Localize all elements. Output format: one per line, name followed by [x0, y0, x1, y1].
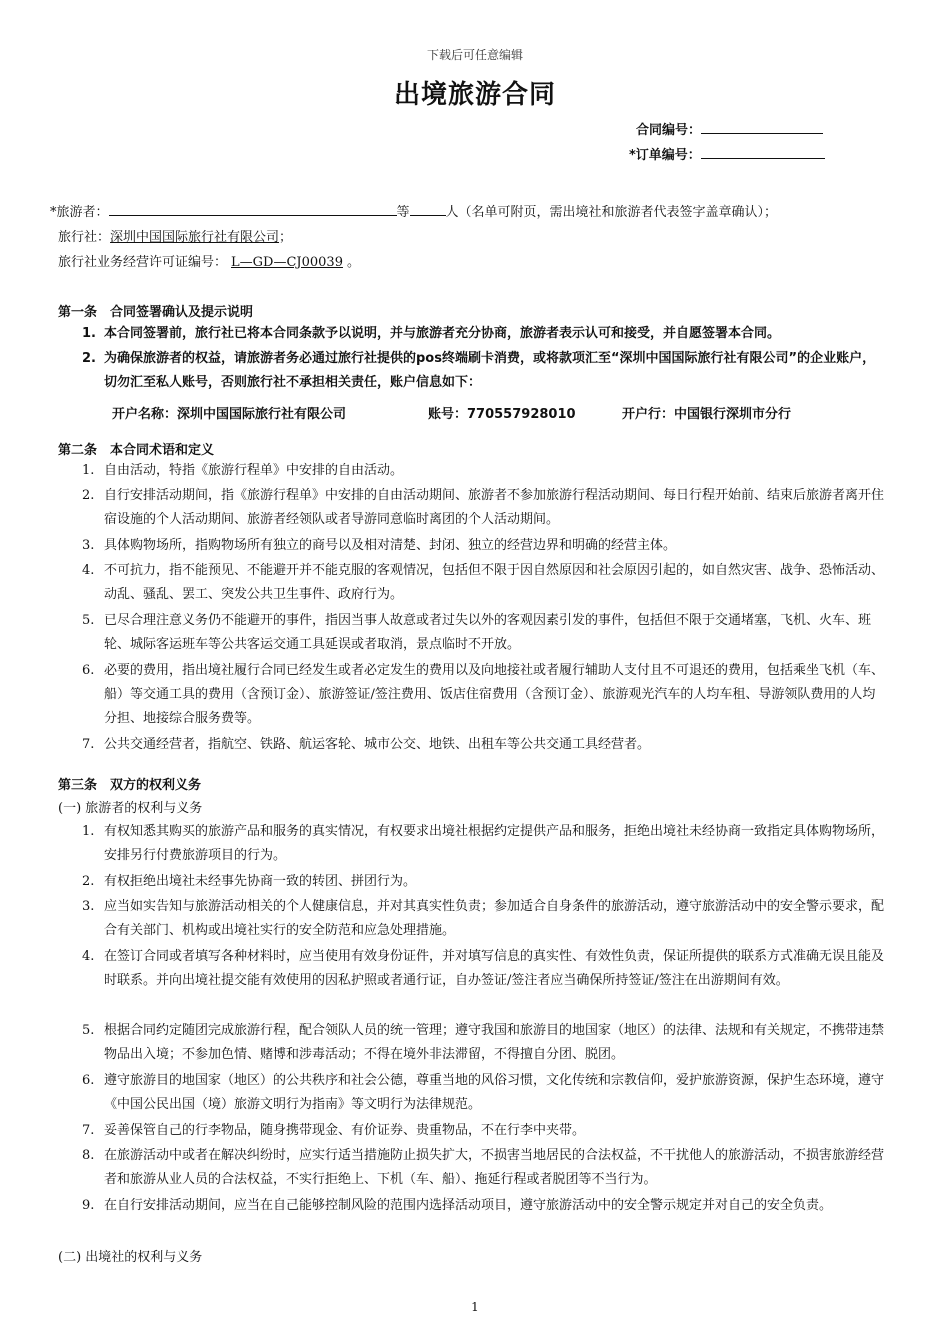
- item-number: 8.: [82, 1148, 95, 1163]
- item-number: 6.: [82, 1073, 95, 1088]
- item-number: 9.: [82, 1198, 95, 1213]
- item-number: 1.: [82, 824, 95, 839]
- contract-number-label: 合同编号：: [636, 123, 702, 138]
- item-number: 5.: [82, 613, 95, 628]
- item-text: 自由活动，特指《旅游行程单》中安排的自由活动。: [104, 463, 404, 478]
- tourist-count-field[interactable]: [410, 201, 446, 216]
- article3-heading: 第三条 双方的权利义务: [58, 778, 202, 793]
- order-number-field[interactable]: [701, 144, 825, 159]
- article3-subheading-2: (二) 出境社的权利与义务: [58, 1250, 203, 1265]
- contract-number-field[interactable]: [701, 119, 823, 134]
- item-text: 有权知悉其购买的旅游产品和服务的真实情况，有权要求出境社根据约定提供产品和服务，拒绝出境社未经协商一致指定具体购物场所，安排另行付费旅游项目的行为。: [104, 824, 885, 863]
- article1-heading: 第一条 合同签署确认及提示说明: [58, 305, 254, 320]
- item-text: 应当如实告知与旅游活动相关的个人健康信息，并对其真实性负责；参加适合自身条件的旅游活动，遵守旅游活动中的安全警示要求，配合有关部门、机构或出境社实行的安全防范和应急处理措施。: [104, 899, 885, 938]
- item-text: 有权拒绝出境社未经事先协商一致的转团、拼团行为。: [104, 874, 417, 889]
- item-number: 1.: [82, 326, 96, 341]
- item-number: 3.: [82, 538, 95, 553]
- item-text: 在签订合同或者填写各种材料时，应当使用有效身份证件，并对填写信息的真实性、有效性负责，保证所提供的联系方式准确无误且能及时联系。并向出境社提交能有效使用的因私护照或者通行证，自办签证/签注者应当确保所持签证/签注在出游期间有效。: [104, 949, 885, 988]
- item-number: 1.: [82, 463, 95, 478]
- tourist-mid: 等: [396, 205, 410, 220]
- item-text: 在旅游活动中或者在解决纠纷时，应实行适当措施防止损失扩大，不损害当地居民的合法权益，不干扰他人的旅游活动，不损害旅游经营者和旅游从业人员的合法权益，不实行拒绝上、下机（车、船）、拖延行程或者脱团等不当行为。: [104, 1148, 885, 1187]
- item-text: 遵守旅游目的地国家（地区）的公共秩序和社会公德，尊重当地的风俗习惯，文化传统和宗教信仰，爱护旅游资源，保护生态环境，遵守《中国公民出国（境）旅游文明行为指南》等文明行为法律规范。: [104, 1073, 885, 1112]
- agency-row: [58, 226, 292, 245]
- license-row: [58, 251, 360, 270]
- tourist-name-field[interactable]: [109, 201, 397, 216]
- item-text: 根据合同约定随团完成旅游行程，配合领队人员的统一管理；遵守我国和旅游目的地国家（地区）的法律、法规和有关规定，不携带违禁物品出入境；不参加色情、赌博和涉毒活动；不得在境外非法滞留，不得擅自分团、脱团。: [104, 1023, 885, 1062]
- item-number: 6.: [82, 663, 95, 678]
- item-number: 3.: [82, 899, 95, 914]
- item-text: 本合同签署前，旅行社已将本合同条款予以说明，并与旅游者充分协商，旅游者表示认可和接受，并自愿签署本合同。: [104, 326, 781, 341]
- license-number: L—GD—CJ00039: [231, 255, 343, 270]
- order-number-row: [629, 144, 825, 163]
- item-text: 公共交通经营者，指航空、铁路、航运客轮、城市公交、地铁、出租车等公共交通工具经营者。: [104, 737, 651, 752]
- item-number: 7.: [82, 737, 95, 752]
- item-text: 自行安排活动期间，指《旅游行程单》中安排的自由活动期间、旅游者不参加旅游行程活动期间、每日行程开始前、结束后旅游者离开住宿设施的个人活动期间、旅游者经领队或者导游同意临时离团的个人活动期间。: [104, 488, 885, 527]
- item-number: 4.: [82, 563, 95, 578]
- agency-name: 深圳中国国际旅行社有限公司: [110, 230, 280, 245]
- account-bank: 开户行：中国银行深圳市分行: [622, 407, 792, 422]
- header-note: 下载后可任意编辑: [426, 48, 523, 62]
- item-number: 2.: [82, 351, 96, 366]
- item-number: 7.: [82, 1123, 95, 1138]
- tourist-suffix: 人（名单可附页，需出境社和旅游者代表签字盖章确认）；: [445, 205, 778, 220]
- item-text: 妥善保管自己的行李物品，随身携带现金、有价证券、贵重物品，不在行李中夹带。: [104, 1123, 586, 1138]
- item-text: 不可抗力，指不能预见、不能避开并不能克服的客观情况，包括但不限于因自然原因和社会原因引起的，如自然灾害、战争、恐怖活动、动乱、骚乱、罢工、突发公共卫生事件、政府行为。: [104, 563, 885, 602]
- article3-subheading-1: (一) 旅游者的权利与义务: [58, 801, 203, 816]
- tourist-label: *旅游者：: [50, 205, 109, 220]
- article2-heading: 第二条 本合同术语和定义: [58, 443, 215, 458]
- order-number-label: *订单编号：: [629, 148, 701, 163]
- item-number: 2.: [82, 874, 95, 889]
- account-number: 账号：770557928010: [428, 407, 576, 422]
- item-number: 5.: [82, 1023, 95, 1038]
- agency-label: 旅行社：: [58, 230, 111, 245]
- item-text: 在自行安排活动期间，应当在自己能够控制风险的范围内选择活动项目，遵守旅游活动中的安全警示规定并对自己的安全负责。: [104, 1198, 833, 1213]
- page-title: 出境旅游合同: [393, 80, 556, 110]
- agency-sep: ；: [279, 230, 293, 245]
- contract-number-row: [636, 119, 823, 138]
- license-label: 旅行社业务经营许可证编号：: [58, 255, 228, 270]
- item-number: 4.: [82, 949, 95, 964]
- item-text: 具体购物场所，指购物场所有独立的商号以及相对清楚、封闭、独立的经营边界和明确的经营主体。: [104, 538, 677, 553]
- license-end: 。: [346, 255, 360, 270]
- item-text: 已尽合理注意义务仍不能避开的事件，指因当事人故意或者过失以外的客观因素引发的事件，包括但不限于交通堵塞，飞机、火车、班轮、城际客运班车等公共客运交通工具延误或者取消，景点临时不开放。: [104, 613, 872, 652]
- page-number: 1: [471, 1300, 479, 1314]
- item-text: 必要的费用，指出境社履行合同已经发生或者必定发生的费用以及向地接社或者履行辅助人支付且不可退还的费用，包括乘坐飞机（车、船）等交通工具的费用（含预订金）、旅游签证/签注费用、饭店住宿费用（含预订金）、旅游观光汽车的人均车租、导游领队费用的人均分担、地接综合服务费等。: [104, 663, 885, 726]
- tourist-row: [50, 201, 777, 220]
- item-number: 2.: [82, 488, 95, 503]
- item-text: 为确保旅游者的权益，请旅游者务必通过旅行社提供的pos终端刷卡消费，或将款项汇至“深圳中国国际旅行社有限公司”的企业账户，切勿汇至私人账号，否则旅行社不承担相关责任，账户信息如下：: [104, 351, 876, 390]
- account-name: 开户名称：深圳中国国际旅行社有限公司: [112, 407, 347, 422]
